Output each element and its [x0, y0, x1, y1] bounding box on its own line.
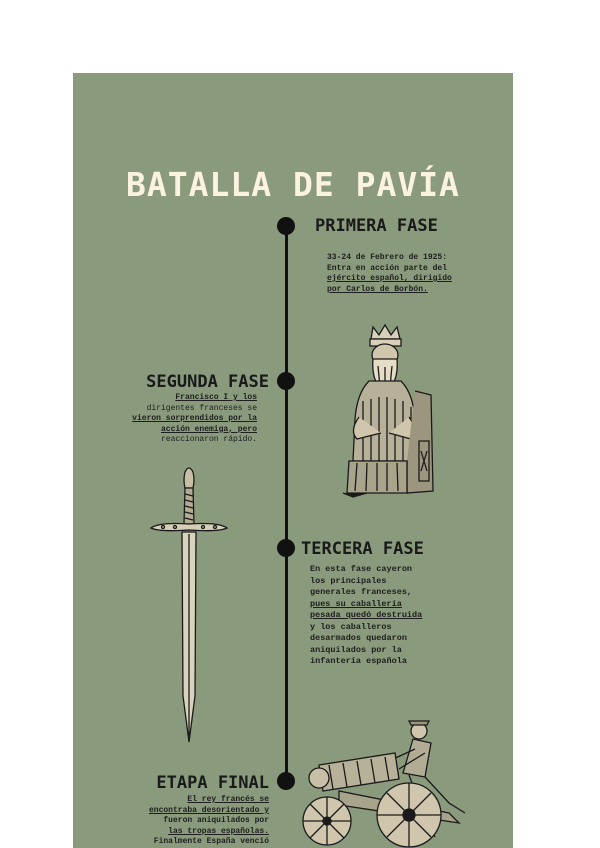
timeline-line [285, 225, 288, 785]
cannon-illustration [299, 713, 513, 848]
first-phase-heading: PRIMERA FASE [315, 216, 438, 236]
second-phase-text: Francisco I y los dirigentes franceses se vieron sorprendidos por la acción enemiga, pero reaccionaron rápido. [132, 393, 257, 444]
third-phase-heading: TERCERA FASE [301, 539, 424, 559]
second-phase-heading: SEGUNDA FASE [146, 372, 269, 392]
timeline-dot-first [277, 217, 295, 235]
first-phase-text: 33-24 de Febrero de 1925: Entra en acción parte del ejército español, dirigido por Carlos de Borbón. [327, 253, 452, 294]
final-phase-heading: ETAPA FINAL [156, 773, 269, 793]
poster-title: BATALLA DE PAVÍA [126, 165, 460, 204]
infographic-poster [73, 73, 513, 848]
timeline-dot-second [277, 372, 295, 390]
sword-illustration [149, 466, 229, 746]
third-phase-text: En esta fase cayeron los principales generales franceses, pues su caballería pesada quedó destruida y los caballeros desarmados quedaron aniquilados por la infantería española [310, 564, 423, 666]
final-phase-text: El rey francés se encontraba desorientado y fueron aniquilados por las tropas españolas. Finalmente España venció [148, 795, 269, 846]
timeline-dot-third [277, 539, 295, 557]
seated-king-illustration [323, 321, 443, 506]
timeline-dot-final [277, 772, 295, 790]
